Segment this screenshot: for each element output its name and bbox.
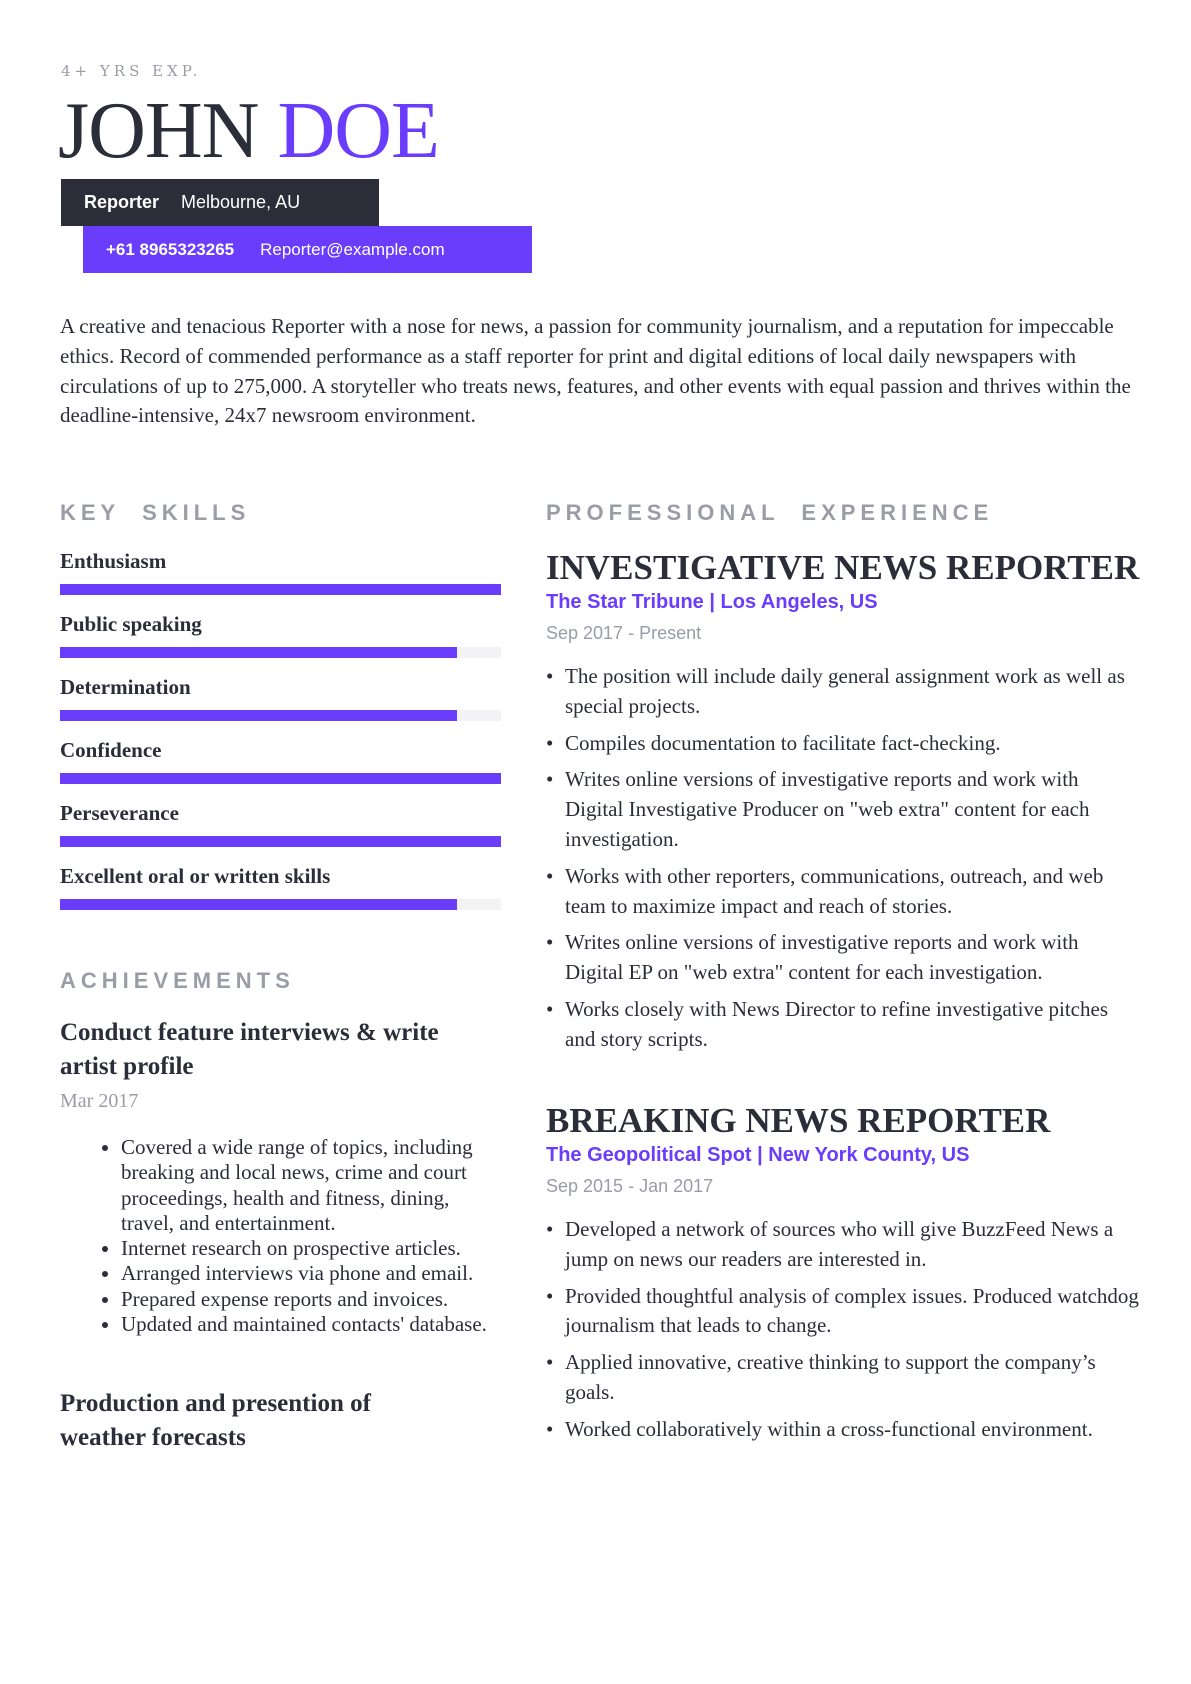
- list-item: [546, 1415, 1141, 1445]
- skill-name: Excellent oral or written skills: [60, 864, 331, 888]
- skill-level-bar: [60, 773, 501, 784]
- achievement-title: Conduct feature interviews & write artist profile: [60, 1019, 439, 1080]
- skill-name: Enthusiasm: [60, 549, 167, 573]
- skill-level-fill: [60, 899, 457, 910]
- job-title: INVESTIGATIVE NEWS REPORTER: [546, 548, 1140, 587]
- section-heading-skills: KEY SKILLS: [60, 500, 251, 525]
- skill-level-fill: [60, 710, 457, 721]
- bullet-icon: •: [546, 1350, 554, 1375]
- list-item: • Updated and maintained contacts' database.: [121, 1312, 501, 1337]
- skill-item: [60, 548, 501, 611]
- email[interactable]: Reporter@example.com: [260, 239, 445, 259]
- job-title: BREAKING NEWS REPORTER: [546, 1101, 1051, 1140]
- bullet-icon: •: [546, 767, 554, 792]
- bullet-icon: •: [546, 930, 554, 955]
- skill-name: Perseverance: [60, 801, 179, 825]
- skill-level-bar: [60, 710, 501, 721]
- list-item: • Prepared expense reports and invoices.: [121, 1287, 501, 1312]
- bullet-text: Works with other reporters, communications, outreach, and web team to maximize impact and reach of stories.: [565, 863, 1104, 918]
- bullet-icon: •: [546, 1283, 554, 1308]
- bullet-text: The position will include daily general assignment work as well as special projects.: [565, 664, 1125, 718]
- skill-item: [60, 863, 501, 926]
- skill-name: Public speaking: [60, 612, 202, 636]
- bullet-text: Writes online versions of investigative reports and work with Digital Investigative Producer on "web extra" content for each investigation.: [565, 767, 1090, 851]
- bullet-text: Worked collaboratively within a cross-functional environment.: [565, 1416, 1093, 1441]
- company: The Star Tribune | Los Angeles, US: [546, 591, 878, 613]
- list-item: [546, 1282, 1141, 1342]
- skill-level-bar: [60, 584, 501, 595]
- list-item: [546, 1215, 1141, 1275]
- bullet-text: Compiles documentation to facilitate fact-checking.: [565, 730, 1001, 755]
- achievement-bullets: [60, 1135, 501, 1337]
- skill-level-fill: [60, 836, 501, 847]
- section-heading-experience: PROFESSIONAL EXPERIENCE: [546, 500, 994, 525]
- skill-name: Confidence: [60, 738, 162, 762]
- list-item: • Arranged interviews via phone and email.: [121, 1261, 501, 1286]
- skill-name: Determination: [60, 675, 191, 699]
- list-item: [546, 662, 1141, 722]
- company: The Geopolitical Spot | New York County, US: [546, 1144, 970, 1166]
- bullet-icon: •: [546, 730, 554, 755]
- achievement-title: Production and presention of weather forecasts: [60, 1390, 371, 1452]
- phone[interactable]: +61 8965323265: [106, 239, 235, 259]
- skill-item: [60, 611, 501, 674]
- list-item: [546, 995, 1141, 1055]
- skill-level-bar: [60, 899, 501, 910]
- list-item: [546, 862, 1141, 922]
- skill-item: [60, 737, 501, 800]
- last-name: DOE: [277, 87, 439, 175]
- list-item: [546, 928, 1141, 988]
- skill-level-bar: [60, 836, 501, 847]
- list-item: [546, 765, 1141, 854]
- experience-section: [546, 500, 1141, 526]
- candidate-name: [58, 86, 439, 176]
- job-entry: [546, 1100, 1141, 1452]
- bullet-text: Writes online versions of investigative reports and work with Digital EP on "web extra" content for each investigation.: [565, 930, 1079, 985]
- skills-section: [60, 500, 501, 926]
- job-bullets: [546, 662, 1141, 1055]
- bullet-icon: •: [546, 1217, 554, 1241]
- role: Reporter: [84, 192, 160, 212]
- experience-years: 4+ YRS EXP.: [61, 62, 202, 80]
- first-name: JOHN: [58, 87, 259, 175]
- achievements-section: [60, 968, 501, 1455]
- section-heading-achievements: ACHIEVEMENTS: [60, 968, 295, 993]
- skill-level-fill: [60, 647, 457, 658]
- skill-item: [60, 674, 501, 737]
- bullet-icon: •: [546, 863, 554, 888]
- list-item: • Covered a wide range of topics, including breaking and local news, crime and court proceedings, health and fitness, dining, travel, and entertainment.: [121, 1135, 501, 1236]
- job-entry: [546, 547, 1141, 1062]
- location: Melbourne, AU: [181, 192, 301, 212]
- achievement-date: Mar 2017: [60, 1090, 139, 1112]
- bullet-text: Works closely with News Director to refine investigative pitches and story scripts.: [565, 996, 1108, 1051]
- list-item: [546, 729, 1141, 759]
- job-dates: Sep 2015 - Jan 2017: [546, 1176, 714, 1196]
- list-item: [546, 1348, 1141, 1408]
- bullet-icon: •: [546, 996, 554, 1021]
- job-bullets: [546, 1215, 1141, 1445]
- bullet-text: Developed a network of sources who will give BuzzFeed News a jump on news our readers are interested in.: [565, 1217, 1114, 1271]
- summary: A creative and tenacious Reporter with a nose for news, a passion for community journalism, and a reputation for impeccable ethics. Record of commended performance as a staff reporter for print and digital editions of local daily newspapers with circulations of up to 275,000. A storyteller who treats news, features, and other events with equal passion and thrives within the deadline-intensive, 24x7 newsroom environment.: [60, 314, 1131, 428]
- list-item: • Internet research on prospective articles.: [121, 1236, 501, 1261]
- role-location-bar: [61, 179, 379, 226]
- skill-level-bar: [60, 647, 501, 658]
- skill-item: [60, 800, 501, 863]
- bullet-text: Applied innovative, creative thinking to support the company’s goals.: [565, 1350, 1096, 1404]
- contact-bar: [83, 226, 532, 273]
- skill-level-fill: [60, 773, 501, 784]
- bullet-text: Provided thoughtful analysis of complex issues. Produced watchdog journalism that leads to change.: [565, 1283, 1139, 1338]
- bullet-icon: •: [546, 664, 554, 688]
- bullet-icon: •: [546, 1416, 554, 1441]
- skill-level-fill: [60, 584, 501, 595]
- job-dates: Sep 2017 - Present: [546, 623, 702, 643]
